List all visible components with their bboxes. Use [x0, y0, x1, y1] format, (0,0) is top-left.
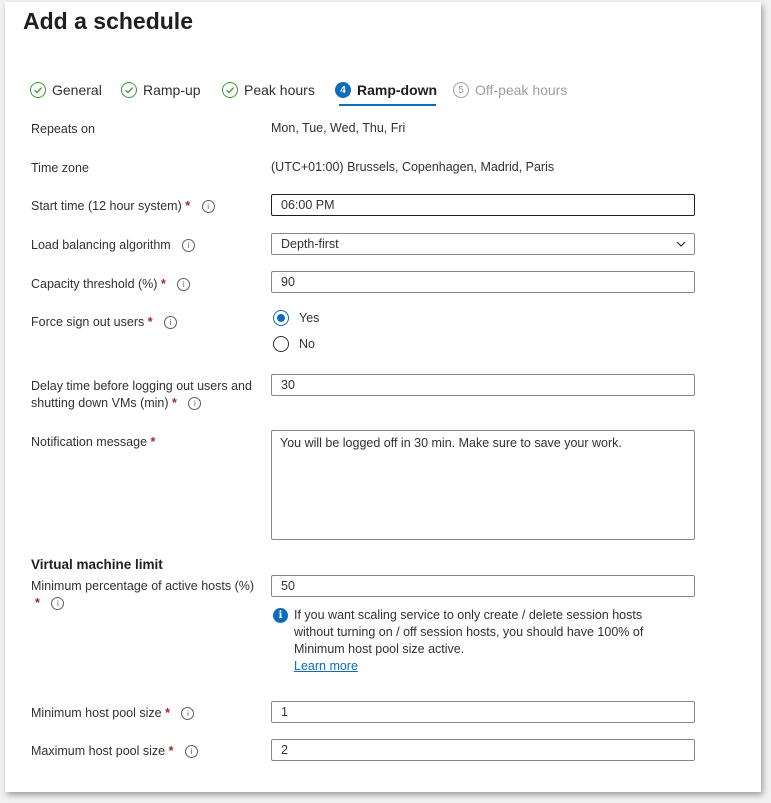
tab-label: Off-peak hours	[475, 82, 568, 98]
tab-ramp-up[interactable]	[121, 78, 201, 102]
info-filled-icon: i	[273, 608, 288, 623]
delay-time-label-line1: Delay time before logging out users and	[31, 379, 252, 393]
required-marker: *	[165, 706, 170, 720]
required-marker: *	[172, 396, 177, 410]
active-tab-underline	[339, 104, 436, 106]
start-time-input[interactable]: 06:00 PM	[271, 194, 695, 216]
required-marker: *	[168, 744, 174, 758]
info-icon[interactable]: i	[164, 316, 177, 329]
tab-label: General	[52, 82, 102, 98]
chevron-down-icon	[676, 239, 686, 249]
check-circle-icon	[30, 82, 46, 98]
schedule-panel	[5, 2, 761, 792]
info-icon[interactable]: i	[185, 745, 198, 758]
info-message	[273, 607, 693, 675]
info-icon[interactable]: i	[181, 707, 194, 720]
required-marker: *	[185, 199, 191, 213]
min-host-pool-label	[31, 705, 194, 722]
check-circle-icon	[222, 82, 238, 98]
step-number-icon: 5	[453, 82, 469, 98]
capacity-threshold-label	[31, 276, 190, 293]
tab-ramp-down[interactable]	[335, 78, 437, 102]
min-active-hosts-label-text: Minimum percentage of active hosts (%)	[31, 579, 255, 593]
check-circle-icon	[121, 82, 137, 98]
start-time-label-text: Start time (12 hour system)	[31, 199, 182, 213]
capacity-threshold-input[interactable]: 90	[271, 271, 695, 293]
notification-message-label	[31, 434, 155, 451]
load-balancing-label-text: Load balancing algorithm	[31, 238, 171, 252]
tab-label: Ramp-down	[357, 82, 438, 98]
info-icon[interactable]: i	[188, 397, 201, 410]
repeats-on-label: Repeats on	[31, 122, 95, 136]
max-host-pool-label-text: Maximum host pool size	[31, 744, 166, 758]
required-marker: *	[160, 277, 166, 291]
tab-off-peak-hours[interactable]	[453, 78, 567, 102]
info-icon[interactable]: i	[202, 200, 215, 213]
delay-time-label-line2: shutting down VMs (min)	[31, 396, 169, 410]
min-host-pool-input[interactable]: 1	[271, 701, 695, 723]
min-active-hosts-input[interactable]: 50	[271, 575, 695, 597]
notification-message-label-text: Notification message	[31, 435, 148, 449]
notification-message-textarea[interactable]: You will be logged off in 30 min. Make sure to save your work.	[271, 430, 695, 540]
tab-general[interactable]	[30, 78, 102, 102]
load-balancing-value: Depth-first	[281, 237, 339, 251]
required-marker: *	[35, 596, 40, 610]
max-host-pool-label	[31, 743, 198, 760]
required-marker: *	[147, 315, 153, 329]
tab-peak-hours[interactable]	[222, 78, 315, 102]
info-icon[interactable]: i	[177, 278, 190, 291]
delay-time-label	[31, 378, 252, 412]
max-host-pool-input[interactable]: 2	[271, 739, 695, 761]
step-number-icon: 4	[335, 82, 351, 98]
required-marker: *	[150, 435, 156, 449]
radio-unselected-icon	[273, 336, 289, 352]
repeats-on-value: Mon, Tue, Wed, Thu, Fri	[271, 121, 406, 135]
radio-no-label: No	[299, 337, 315, 351]
tab-label: Ramp-up	[143, 82, 201, 98]
tab-label: Peak hours	[244, 82, 315, 98]
min-host-pool-label-text: Minimum host pool size	[31, 706, 162, 720]
force-sign-out-label	[31, 314, 177, 331]
learn-more-link[interactable]: Learn more	[294, 659, 358, 673]
time-zone-label: Time zone	[31, 161, 89, 175]
start-time-label	[31, 198, 215, 215]
info-icon[interactable]: i	[51, 597, 64, 610]
radio-yes[interactable]	[273, 310, 319, 326]
info-icon[interactable]: i	[182, 239, 195, 252]
load-balancing-label	[31, 237, 195, 254]
delay-time-input[interactable]: 30	[271, 374, 695, 396]
vm-limit-heading: Virtual machine limit	[31, 557, 163, 572]
load-balancing-dropdown[interactable]	[271, 233, 695, 255]
page-title: Add a schedule	[23, 8, 193, 34]
capacity-threshold-label-text: Capacity threshold (%)	[31, 277, 158, 291]
force-sign-out-label-text: Force sign out users	[31, 315, 145, 329]
info-message-text: If you want scaling service to only create / delete session hosts without turning on / off session hosts, you should have 100% of Minimum host pool size active.	[294, 608, 644, 656]
radio-selected-icon	[273, 310, 289, 326]
time-zone-value: (UTC+01:00) Brussels, Copenhagen, Madrid, Paris	[271, 160, 555, 174]
radio-yes-label: Yes	[299, 311, 320, 325]
radio-no[interactable]	[273, 336, 315, 352]
min-active-hosts-label	[31, 578, 254, 612]
